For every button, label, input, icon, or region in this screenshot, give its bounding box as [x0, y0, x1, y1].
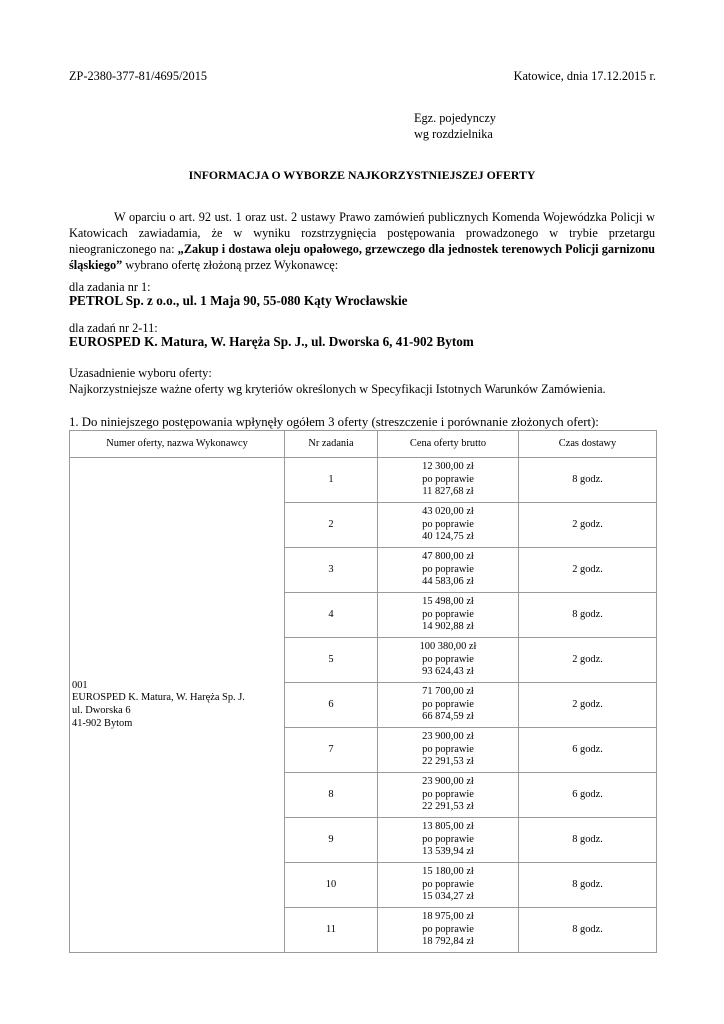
task2-label: dla zadań nr 2-11:: [69, 321, 158, 335]
justification-text: Najkorzystniejsze ważne oferty wg kryteriów określonych w Specyfikacji Istotnych Warunków Zamówienia.: [69, 382, 606, 396]
price-cell: [378, 908, 519, 953]
delivery-time-cell: 2 godz.: [519, 683, 657, 728]
copy-note: [414, 111, 496, 143]
task-number-cell: 2: [285, 503, 378, 548]
justification-label: Uzasadnienie wyboru oferty:: [69, 366, 212, 380]
task-number-cell: 5: [285, 638, 378, 683]
header-bidder: Numer oferty, nazwa Wykonawcy: [70, 431, 285, 458]
task-number-cell: 7: [285, 728, 378, 773]
intro-paragraph: [69, 209, 655, 273]
copy-note-line: wg rozdzielnika: [414, 127, 493, 141]
correction-label: po poprawie: [422, 473, 474, 485]
corrected-price: 14 902,88 zł: [422, 621, 474, 633]
delivery-time-cell: 8 godz.: [519, 908, 657, 953]
price-cell: [378, 593, 519, 638]
corrected-price: 18 792,84 zł: [422, 936, 474, 948]
original-price: 100 380,00 zł: [419, 641, 477, 653]
original-price: 71 700,00 zł: [422, 686, 474, 698]
header-delivery-time: Czas dostawy: [519, 431, 657, 458]
task2-section: [69, 321, 474, 349]
paragraph-text: W oparciu o art. 92 ust. 1 oraz ust. 2 ustawy Prawo zamówień publicznych Komenda Wojewódzka Policji w Katowicach zawiadamia, że w wyniku rozstrzygnięcia postępowania prowadzonego w trybie przetargu nieograniczonego na:: [69, 210, 655, 256]
correction-label: po poprawie: [422, 833, 474, 845]
task-number-cell: 3: [285, 548, 378, 593]
delivery-time-cell: 8 godz.: [519, 863, 657, 908]
price-cell: [378, 818, 519, 863]
correction-label: po poprawie: [422, 563, 474, 575]
corrected-price: 44 583,06 zł: [422, 576, 474, 588]
price-cell: [378, 458, 519, 503]
delivery-time-cell: 8 godz.: [519, 818, 657, 863]
corrected-price: 13 539,94 zł: [422, 846, 474, 858]
offers-table: [69, 430, 657, 953]
correction-label: po poprawie: [422, 878, 474, 890]
corrected-price: 66 874,59 zł: [422, 711, 474, 723]
header-task-number: Nr zadania: [285, 431, 378, 458]
task-number-cell: 4: [285, 593, 378, 638]
price-cell: [378, 683, 519, 728]
original-price: 15 180,00 zł: [422, 866, 474, 878]
original-price: 23 900,00 zł: [422, 776, 474, 788]
original-price: 15 498,00 zł: [422, 596, 474, 608]
task-number-cell: 1: [285, 458, 378, 503]
price-cell: [378, 503, 519, 548]
original-price: 23 900,00 zł: [422, 731, 474, 743]
justification-section: [69, 365, 606, 397]
task1-winner: PETROL Sp. z o.o., ul. 1 Maja 90, 55-080 Kąty Wrocławskie: [69, 293, 408, 308]
original-price: 18 975,00 zł: [422, 911, 474, 923]
original-price: 12 300,00 zł: [422, 461, 474, 473]
original-price: 13 805,00 zł: [422, 821, 474, 833]
price-cell: [378, 773, 519, 818]
bidder-line: 001: [72, 679, 88, 691]
correction-label: po poprawie: [422, 518, 474, 530]
offers-table-body: [70, 458, 657, 953]
task1-label: dla zadania nr 1:: [69, 280, 151, 294]
corrected-price: 11 827,68 zł: [422, 486, 474, 498]
task-number-cell: 8: [285, 773, 378, 818]
price-cell: [378, 863, 519, 908]
correction-label: po poprawie: [422, 923, 474, 935]
paragraph-text-end: wybrano ofertę złożoną przez Wykonawcę:: [122, 258, 339, 272]
task1-section: [69, 280, 408, 308]
offers-intro: 1. Do niniejszego postępowania wpłynęły ogółem 3 oferty (streszczenie i porównanie złożonych ofert):: [69, 415, 599, 429]
delivery-time-cell: 8 godz.: [519, 458, 657, 503]
correction-label: po poprawie: [422, 788, 474, 800]
delivery-time-cell: 2 godz.: [519, 503, 657, 548]
price-cell: [378, 728, 519, 773]
corrected-price: 93 624,43 zł: [422, 666, 474, 678]
reference-number: ZP-2380-377-81/4695/2015: [69, 69, 207, 83]
bidder-line: ul. Dworska 6: [72, 705, 131, 716]
place-date: Katowice, dnia 17.12.2015 r.: [513, 69, 656, 83]
correction-label: po poprawie: [422, 608, 474, 620]
correction-label: po poprawie: [422, 653, 474, 665]
task-number-cell: 10: [285, 863, 378, 908]
price-cell: [378, 638, 519, 683]
corrected-price: 22 291,53 zł: [422, 756, 474, 768]
bidder-cell: [70, 458, 285, 953]
correction-label: po poprawie: [422, 698, 474, 710]
bidder-line: EUROSPED K. Matura, W. Haręża Sp. J.: [72, 692, 245, 704]
table-row: [70, 458, 657, 503]
delivery-time-cell: 2 godz.: [519, 638, 657, 683]
header-gross-price: Cena oferty brutto: [378, 431, 519, 458]
delivery-time-cell: 8 godz.: [519, 593, 657, 638]
task-number-cell: 9: [285, 818, 378, 863]
document-title: INFORMACJA O WYBORZE NAJKORZYSTNIEJSZEJ OFERTY: [188, 168, 536, 182]
task-number-cell: 6: [285, 683, 378, 728]
copy-note-line: Egz. pojedynczy: [414, 111, 496, 125]
bidder-line: 41-902 Bytom: [72, 717, 133, 729]
corrected-price: 15 034,27 zł: [422, 891, 474, 903]
task-number-cell: 11: [285, 908, 378, 953]
table-header-row: [70, 431, 657, 458]
delivery-time-cell: 2 godz.: [519, 548, 657, 593]
corrected-price: 22 291,53 zł: [422, 801, 474, 813]
correction-label: po poprawie: [422, 743, 474, 755]
corrected-price: 40 124,75 zł: [422, 531, 474, 543]
tender-subject: „Zakup i dostawa oleju opałowego, grzewczego dla jednostek terenowych Policji garnizonu śląskiego”: [69, 242, 656, 272]
delivery-time-cell: 6 godz.: [519, 773, 657, 818]
task2-winner: EUROSPED K. Matura, W. Haręża Sp. J., ul. Dworska 6, 41-902 Bytom: [69, 334, 474, 349]
original-price: 47 800,00 zł: [422, 551, 474, 563]
price-cell: [378, 548, 519, 593]
original-price: 43 020,00 zł: [422, 506, 474, 518]
delivery-time-cell: 6 godz.: [519, 728, 657, 773]
